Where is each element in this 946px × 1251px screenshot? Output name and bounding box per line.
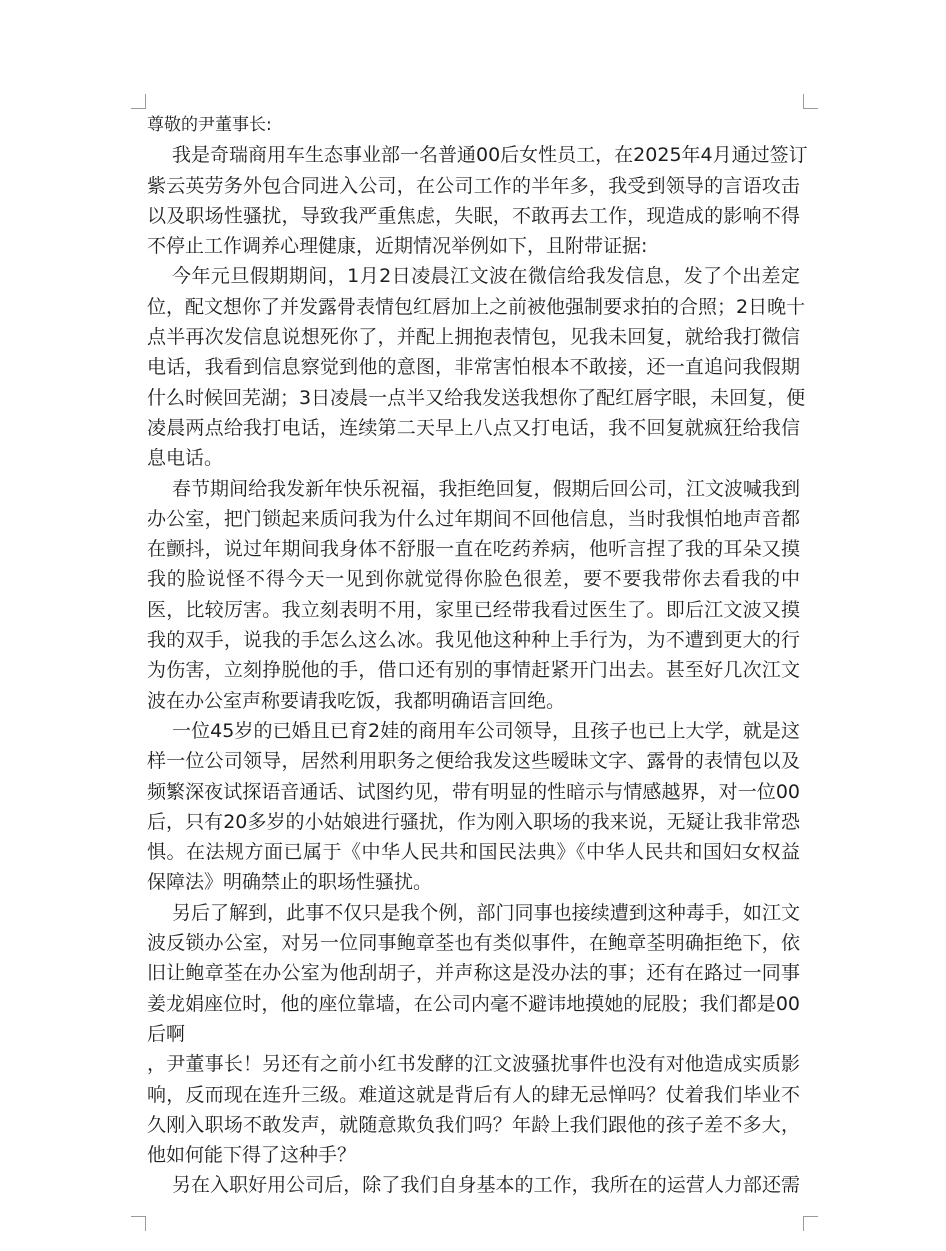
paragraph-line: 办公室，把门锁起来质问我为什么过年期间不回他信息，当时我惧怕地声音都 [147,507,800,530]
paragraph-line: 位，配文想你了并发露骨表情包红唇加上之前被他强制要求拍的合照；2日晚十 [147,295,806,318]
paragraph-line: 以及职场性骚扰，导致我严重焦虑，失眠，不敢再去工作，现造成的影响不得 [147,204,800,227]
paragraph-line: 频繁深夜试探语音通话、试图约见，带有明显的性暗示与情感越界，对一位00 [147,780,800,803]
page-corner-mark-top-left [131,94,146,109]
paragraph-line: ，尹董事长！另还有之前小红书发酵的江文波骚扰事件也没有对他造成实质影 [147,1053,800,1076]
paragraph [147,898,800,1049]
paragraph-line: 久刚入职场不敢发声，就随意欺负我们吗？年龄上我们跟他的孩子差不多大， [147,1113,800,1136]
paragraph-line: 旧让鲍章荃在办公室为他刮胡子，并声称这是没办法的事；还有在路过一同事 [147,962,800,985]
paragraph-line: 今年元旦假期期间，1月2日凌晨江文波在微信给我发信息，发了个出差定 [172,265,800,288]
paragraph-line: 什么时候回芜湖；3日凌晨一点半又给我发送我想你了配红唇字眼，未回复，便 [147,386,806,409]
paragraph-line: 响，反而现在连升三级。难道这就是背后有人的肆无忌惮吗？仗着我们毕业不 [147,1083,800,1106]
paragraph-line: 后，只有20多岁的小姑娘进行骚扰，作为刚入职场的我来说，无疑让我非常恐 [147,810,800,833]
paragraph-line: 保障法》明确禁止的职场性骚扰。 [147,871,433,894]
paragraph-line: 波反锁办公室，对另一位同事鲍章荃也有类似事件，在鲍章荃明确拒绝下，依 [147,932,800,955]
paragraph [147,1170,800,1200]
paragraph [147,261,806,473]
paragraph-line: 春节期间给我发新年快乐祝福，我拒绝回复，假期后回公司，江文波喊我到 [172,477,800,500]
paragraph-line: 息电话。 [147,447,224,470]
paragraph-line: 惧。在法规方面已属于《中华人民共和国民法典》《中华人民共和国妇女权益 [147,841,800,864]
paragraph-line: 点半再次发信息说想死你了，并配上拥抱表情包，见我未回复，就给我打微信 [147,326,800,349]
paragraph-line: 波在办公室声称要请我吃饭，我都明确语言回绝。 [147,689,566,712]
paragraph-line: 我的双手，说我的手怎么这么冰。我见他这种种上手行为，为不遭到更大的行 [147,629,800,652]
paragraph [147,716,800,898]
paragraph-line: 我是奇瑞商用车生态事业部一名普通00后女性员工，在2025年4月通过签订 [172,144,808,167]
page-corner-mark-bottom-right [803,1216,818,1231]
paragraph-line: 凌晨两点给我打电话，连续第二天早上八点又打电话，我不回复就疯狂给我信 [147,416,800,439]
paragraph-line: 一位45岁的已婚且已育2娃的商用车公司领导，且孩子也已上大学，就是这 [172,719,800,742]
paragraph-line: 另在入职好用公司后，除了我们自身基本的工作，我所在的运营人力部还需 [172,1174,800,1197]
salutation: 尊敬的尹董事长: [147,115,272,135]
paragraph-line: 后啊 [147,1022,186,1045]
paragraph-line: 医，比较厉害。我立刻表明不用，家里已经带我看过医生了。即后江文波又摸 [147,598,800,621]
paragraph [147,474,800,716]
paragraph-line: 我的脸说怪不得今天一见到你就觉得你脸色很差，要不要我带你去看我的中 [147,568,800,591]
paragraph-line: 电话，我看到信息察觉到他的意图，非常害怕根本不敢接，还一直追问我假期 [147,356,800,379]
paragraph [147,140,808,261]
paragraph-line: 另后了解到，此事不仅只是我个例，部门同事也接续遭到这种毒手，如江文 [172,901,800,924]
paragraph-line: 不停止工作调养心理健康，近期情况举例如下，且附带证据: [147,235,648,258]
page-corner-mark-top-right [803,94,818,109]
paragraph-line: 样一位公司领导，居然利用职务之便给我发这些暧昧文字、露骨的表情包以及 [147,750,800,773]
page-corner-mark-bottom-left [131,1216,146,1231]
paragraph-line: 为伤害，立刻挣脱他的手，借口还有别的事情赶紧开门出去。甚至好几次江文 [147,659,800,682]
paragraph-line: 在颤抖，说过年期间我身体不舒服一直在吃药养病，他听言捏了我的耳朵又摸 [147,538,800,561]
paragraph [147,1049,800,1170]
paragraph-line: 他如何能下得了这种手？ [147,1144,357,1167]
paragraph-line: 紫云英劳务外包合同进入公司，在公司工作的半年多，我受到领导的言语攻击 [147,174,800,197]
paragraph-line: 姜龙娟座位时，他的座位靠墙，在公司内毫不避讳地摸她的屁股；我们都是00 [147,992,800,1015]
letter-body [147,110,808,1201]
